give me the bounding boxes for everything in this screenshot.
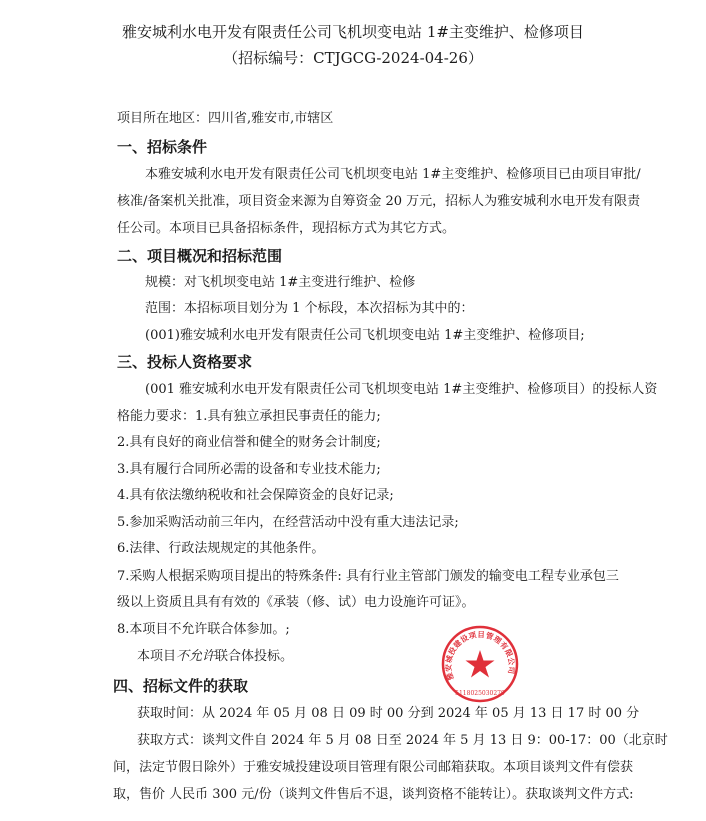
acquisition-time: 获取时间：从 2024 年 05 月 08 日 09 时 00 分到 2024 年 05 月 13 日 17 时 00 分	[137, 706, 640, 721]
requirement-item: 5.参加采购活动前三年内，在经营活动中没有重大违法记录;	[117, 515, 459, 530]
tender-number: （招标编号：CTJGCG-2024-04-26）	[223, 49, 483, 67]
consortium-line	[137, 649, 293, 665]
seal-text: 雅安城投建设项目管理有限公司	[443, 630, 517, 682]
requirement-item: 级以上资质且具有有效的《承装（修、试）电力设施许可证》。	[117, 595, 475, 610]
scale-line: 规模：对飞机坝变电站 1#主变进行维护、检修	[145, 275, 416, 290]
requirement-item: 3.具有履行合同所必需的设备和专业技术能力;	[117, 462, 381, 477]
requirement-item: 4.具有依法缴纳税收和社会保障资金的良好记录;	[117, 488, 394, 503]
s1-line: 任公司。本项目已具备招标条件，现招标方式为其它方式。	[117, 221, 456, 236]
text: 本项目	[137, 649, 177, 664]
requirement-item: 8.本项目不允许联合体参加。;	[117, 622, 290, 637]
seal-number: 5118025030279	[455, 690, 505, 697]
section-1-heading: 一、招标条件	[117, 138, 208, 156]
requirement-item: 6.法律、行政法规规定的其他条件。	[117, 541, 325, 556]
doc-title: 雅安城利水电开发有限责任公司飞机坝变电站 1#主变维护、检修项目	[122, 23, 584, 41]
acquisition-method: 取，售价 人民币 300 元/份（谈判文件售后不退，谈判资格不能转让）。获取谈判文件方式:	[113, 787, 634, 802]
project-location: 项目所在地区：四川省,雅安市,市辖区	[117, 111, 334, 126]
s1-line: 核准/备案机关批准，项目资金来源为自筹资金 20 万元，招标人为雅安城利水电开发有限责	[117, 194, 641, 209]
company-seal-stamp	[440, 624, 520, 704]
section-2-heading: 二、项目概况和招标范围	[117, 247, 283, 265]
lot-line: (001)雅安城利水电开发有限责任公司飞机坝变电站 1#主变维护、检修项目;	[145, 328, 585, 343]
s3-intro: (001 雅安城利水电开发有限责任公司飞机坝变电站 1#主变维护、检修项目）的投标人资	[145, 382, 658, 397]
scope-line: 范围：本招标项目划分为 1 个标段，本次招标为其中的：	[145, 301, 474, 316]
emphasis: 不允许	[176, 649, 216, 664]
s3-intro: 格能力要求：1.具有独立承担民事责任的能力;	[117, 409, 381, 424]
section-4-heading: 四、招标文件的获取	[113, 677, 249, 695]
section-3-heading: 三、投标人资格要求	[117, 353, 253, 371]
requirement-item: 7.采购人根据采购项目提出的特殊条件: 具有行业主管部门颁发的输变电工程专业承包三	[117, 569, 619, 584]
text: 联合体投标。	[215, 649, 294, 664]
acquisition-method: 间，法定节假日除外）于雅安城投建设项目管理有限公司邮箱获取。本项目谈判文件有偿获	[113, 760, 634, 775]
requirement-item: 2.具有良好的商业信誉和健全的财务会计制度;	[117, 435, 381, 450]
s1-line: 本雅安城利水电开发有限责任公司飞机坝变电站 1#主变维护、检修项目已由项目审批/	[145, 167, 641, 182]
acquisition-method: 获取方式：谈判文件自 2024 年 5 月 08 日至 2024 年 5 月 13 日 9：00-17：00（北京时	[137, 733, 668, 748]
